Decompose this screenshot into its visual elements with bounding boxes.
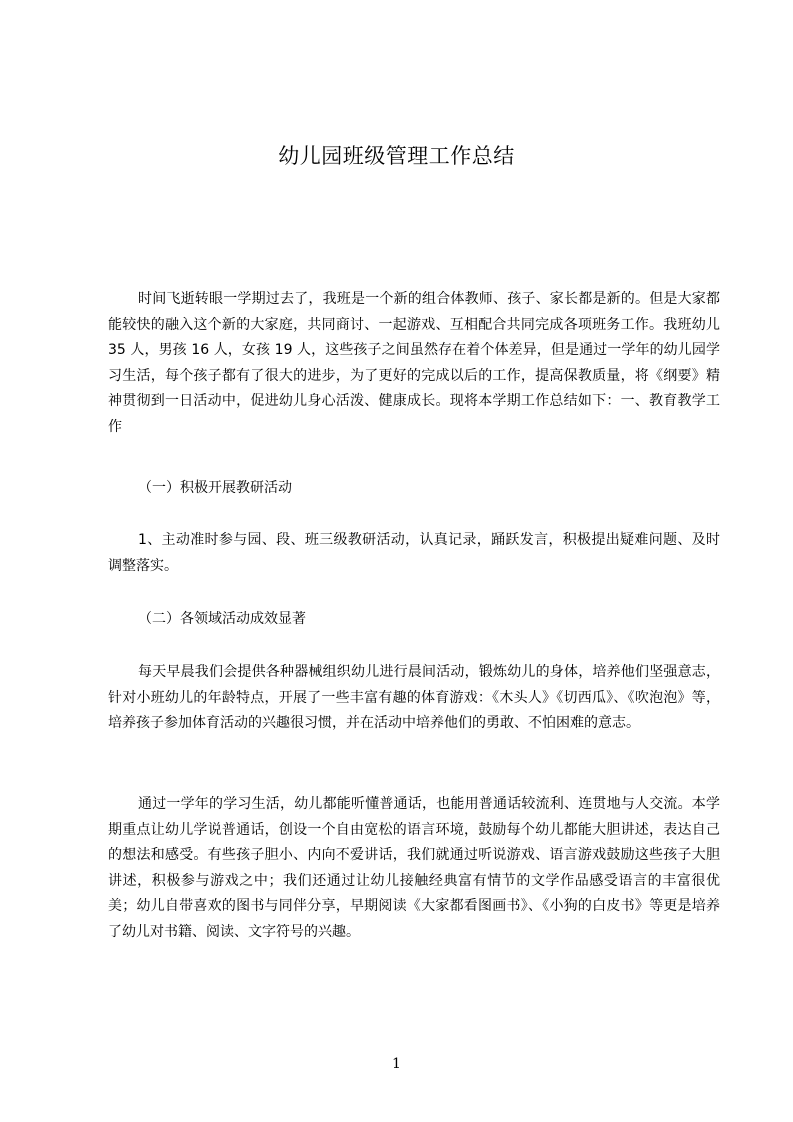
activities-paragraph-physical: 每天早晨我们会提供各种器械组织幼儿进行晨间活动，锻炼幼儿的身体，培养他们坚强意志，针对小班幼儿的年龄特点，开展了一些丰富有趣的体育游戏：《木头人》《切西瓜》、《吹泡泡》等，培养孩子参加体育活动的兴趣很习惯，并在活动中培养他们的勇敢、不怕困难的意志。 xyxy=(108,664,720,732)
intro-paragraph: 时间飞逝转眼一学期过去了，我班是一个新的组合体教师、孩子、家长都是新的。但是大家都能较快的融入这个新的大家庭，共同商讨、一起游戏、互相配合共同完成各项班务工作。我班幼儿 35 人，男孩 16 人，女孩 19 人，这些孩子之间虽然存在着个体差异，但是通过一学年的幼儿园学习生活，每个孩子都有了很大的进步，为了更好的完成以后的工作，提高保教质量，将《纲要》精神贯彻到一日活动中，促进幼儿身心活泼、健康成长。现将本学期工作总结如下：一、教育教学工作 xyxy=(108,291,720,435)
activities-paragraph-language: 通过一学年的学习生活，幼儿都能听懂普通话，也能用普通话较流利、连贯地与人交流。本学期重点让幼儿学说普通话，创设一个自由宽松的语言环境，鼓励每个幼儿都能大胆讲述，表达自己的想法和感受。有些孩子胆小、内向不爱讲话，我们就通过听说游戏、语言游戏鼓励这些孩子大胆讲述，积极参与游戏之中；我们还通过让幼儿接触经典富有情节的文学作品感受语言的丰富很优美；幼儿自带喜欢的图书与同伴分享，早期阅读《大家都看图画书》、《小狗的白皮书》等更是培养了幼儿对书籍、阅读、文字符号的兴趣。 xyxy=(108,796,720,940)
section-heading-research: （一）积极开展教研活动 xyxy=(138,480,292,496)
section-heading-activities: （二）各领域活动成效显著 xyxy=(138,611,306,627)
section-item-research: 1、主动准时参与园、段、班三级教研活动，认真记录，踊跃发言，积极提出疑难问题、及时调整落实。 xyxy=(108,532,720,574)
page-title: 幼儿园班级管理工作总结 xyxy=(278,144,515,168)
page-number: 1 xyxy=(392,1056,401,1072)
